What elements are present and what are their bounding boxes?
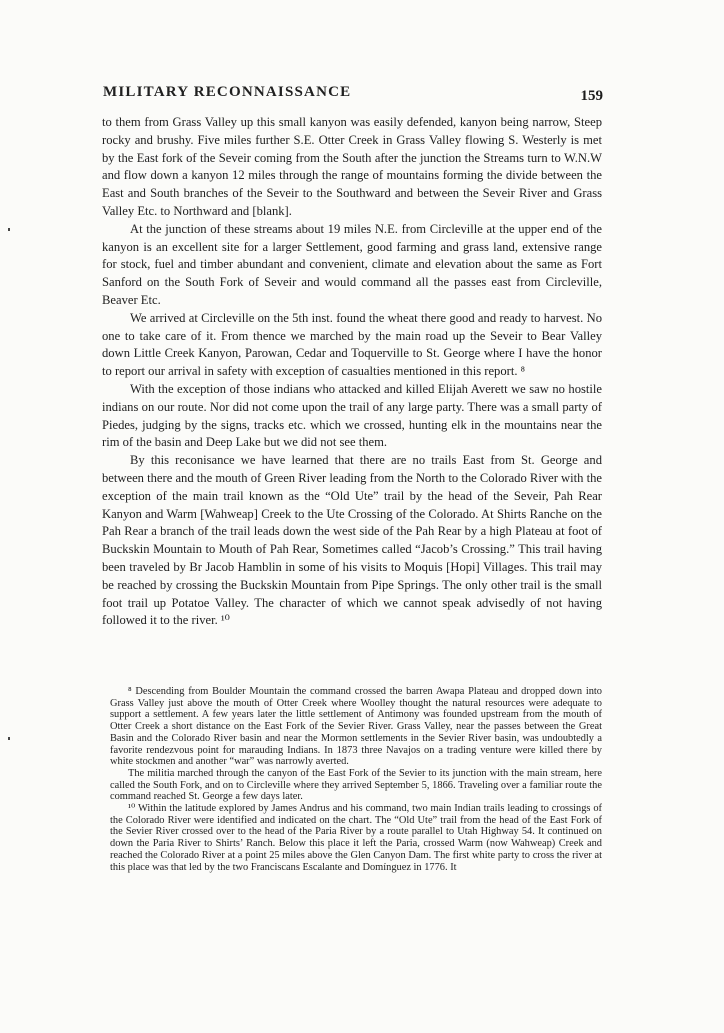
paragraph: At the junction of these streams about 19 miles N.E. from Circleville at the upper end of the kanyon is an excellent site for a larger Settlement, good farming and grass land, extensive range for stock, fuel and timber abundant and convenient, climate and elevation about the same as Fort Sanford on the South Fork of Seveir and would command all the passes east from Circleville, Beaver Etc. — [102, 221, 602, 307]
margin-mark — [8, 737, 10, 740]
paragraph: to them from Grass Valley up this small kanyon was easily defended, kanyon being narrow, Steep rocky and brushy. Five miles further S.E. Otter Creek in Grass Valley flowing S. Westerly is met by the East fork of the Seveir coming from the South after the junction the Streams turn to W.N.W and flow down a kanyon 12 miles through the range of mountains forming the divide between the East and South branches of the Seveir to the Southward and between the Seveir River and Grass Valley Etc. to Northward and [blank]. — [102, 115, 602, 218]
footnotes — [110, 686, 602, 873]
paragraph: With the exception of those indians who attacked and killed Elijah Averett we saw no hostile indians on our route. Nor did not come upon the trail of any large party. There was a small party of Piedes, judging by the signs, tracks etc. which we crossed, hunting elk in the mountains near the rim of the basin and Deep Lake but we did not see them. — [102, 381, 602, 450]
footnote: ⁸ Descending from Boulder Mountain the command crossed the barren Awapa Plateau and dropped down into Grass Valley just above the mouth of Otter Creek where Woolley thought the natural resources were adequate to support a settlement. A few years later the little settlement of Antimony was founded upstream from the mouth of Otter Creek a short distance on the East Fork of the Sevier River. Grass Valley, near the passes between the Great Basin and the Colorado River basin and near the Mormon settlements in the Sevier River basin, was undoubtedly a favorite rendezvous point for marauding Indians. In 1873 three Navajos on a trading venture were killed there by white stockmen and another “war” was narrowly averted. — [110, 686, 602, 768]
footnote: ¹⁰ Within the latitude explored by James Andrus and his command, two main Indian trails leading to crossings of the Colorado River were identified and indicated on the chart. The “Old Ute” trail from the head of the East Fork of the Sevier River crossed over to the head of the Paria River by a route parallel to Utah Highway 54. It continued on down the Paria River to Shirts’ Ranch. Below this place it left the Paria, crossed Warm (now Wahweap) Creek and reached the Colorado River at a point 25 miles above the Glen Canyon Dam. The first white party to cross the river at this place was that led by the two Franciscans Escalante and Domínguez in 1776. It — [110, 803, 602, 873]
page-number: 159 — [580, 88, 603, 104]
page-header — [103, 84, 603, 106]
running-head: MILITARY RECONNAISSANCE — [103, 84, 352, 100]
main-text — [102, 114, 602, 630]
paragraph: We arrived at Circleville on the 5th inst. found the wheat there good and ready to harvest. No one to take care of it. From thence we marched by the main road up the Seveir to Bear Valley down Little Creek Kanyon, Parowan, Cedar and Toquerville to St. George where I have the honor to report our arrival in safety with exception of casualties mentioned in this report. ⁸ — [102, 310, 602, 379]
footnote: The militia marched through the canyon of the East Fork of the Sevier to its junction with the main stream, here called the South Fork, and on to Circleville where they arrived September 5, 1866. Traveling over a familiar route the command reached St. George a few days later. — [110, 767, 602, 803]
margin-mark — [8, 228, 10, 231]
paragraph: By this reconisance we have learned that there are no trails East from St. George and between there and the mouth of Green River leading from the North to the Colorado River with the exception of the main trail known as the “Old Ute” trail by the head of the Seveir, Pah Rear Kanyon and Warm [Wahweap] Creek to the Ute Crossing of the Colorado. At Shirts Ranche on the Pah Rear a branch of the trail leads down the west side of the Pah Rear by a high Plateau at foot of Buckskin Mountain to Mouth of Pah Rear, Sometimes called “Jacob’s Crossing.” This trail having been traveled by Br Jacob Hamblin in some of his visits to Moquis [Hopi] Villages. This trail may be reached by crossing the Buckskin Mountain from Pipe Springs. The only other trail is the small foot trail up Potatoe Valley. The character of which we cannot speak advisedly of not having followed it to the river. ¹⁰ — [102, 453, 602, 628]
